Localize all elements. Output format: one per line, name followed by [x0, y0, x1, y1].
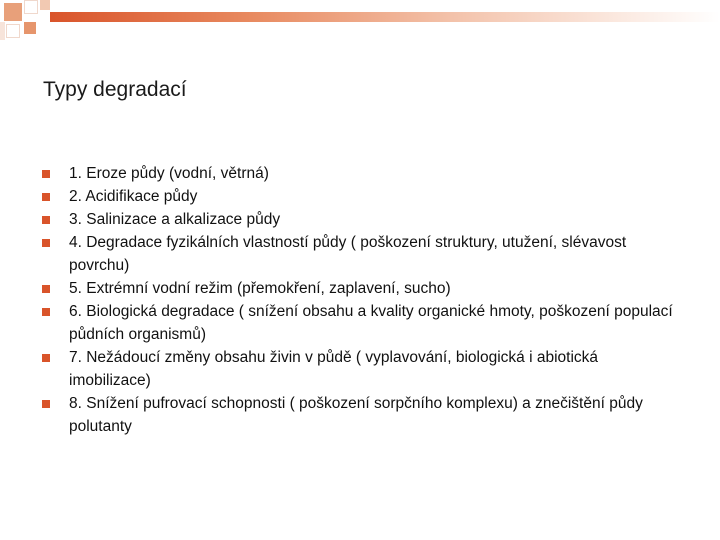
list-item: [42, 208, 682, 231]
list-item-text: 6. Biologická degradace ( snížení obsahu a kvality organické hmoty, poškození populací půdních organismů): [69, 303, 673, 343]
decor-square: [40, 0, 50, 10]
list-item-text: 1. Eroze půdy (vodní, větrná): [69, 165, 269, 182]
list-item-text: 5. Extrémní vodní režim (přemokření, zaplavení, sucho): [69, 280, 451, 297]
list-item: [42, 162, 682, 185]
list-item-text: 3. Salinizace a alkalizace půdy: [69, 211, 281, 228]
decor-square: [0, 22, 5, 40]
list-item: [42, 277, 682, 300]
decor-square: [6, 24, 20, 38]
decor-square: [24, 0, 38, 14]
square-bullet-icon: [42, 170, 50, 178]
list-item: [42, 185, 682, 208]
decor-square: [4, 3, 22, 21]
header-gradient-bar: [50, 12, 720, 22]
decor-square: [24, 22, 36, 34]
list-item: [42, 231, 682, 277]
bullet-list: [42, 162, 682, 438]
list-item: [42, 392, 682, 438]
square-bullet-icon: [42, 354, 50, 362]
square-bullet-icon: [42, 308, 50, 316]
square-bullet-icon: [42, 400, 50, 408]
list-item: [42, 346, 682, 392]
square-bullet-icon: [42, 285, 50, 293]
list-item: [42, 300, 682, 346]
square-bullet-icon: [42, 216, 50, 224]
square-bullet-icon: [42, 239, 50, 247]
slide-title: Typy degradací: [43, 78, 187, 101]
list-item-text: 8. Snížení pufrovací schopnosti ( poškození sorpčního komplexu) a znečištění půdy polutanty: [69, 395, 643, 435]
list-item-text: 2. Acidifikace půdy: [69, 188, 198, 205]
square-bullet-icon: [42, 193, 50, 201]
list-item-text: 7. Nežádoucí změny obsahu živin v půdě ( vyplavování, biologická i abiotická imobilizace): [69, 349, 599, 389]
list-item-text: 4. Degradace fyzikálních vlastností půdy ( poškození struktury, utužení, slévavost povrchu): [69, 234, 627, 274]
